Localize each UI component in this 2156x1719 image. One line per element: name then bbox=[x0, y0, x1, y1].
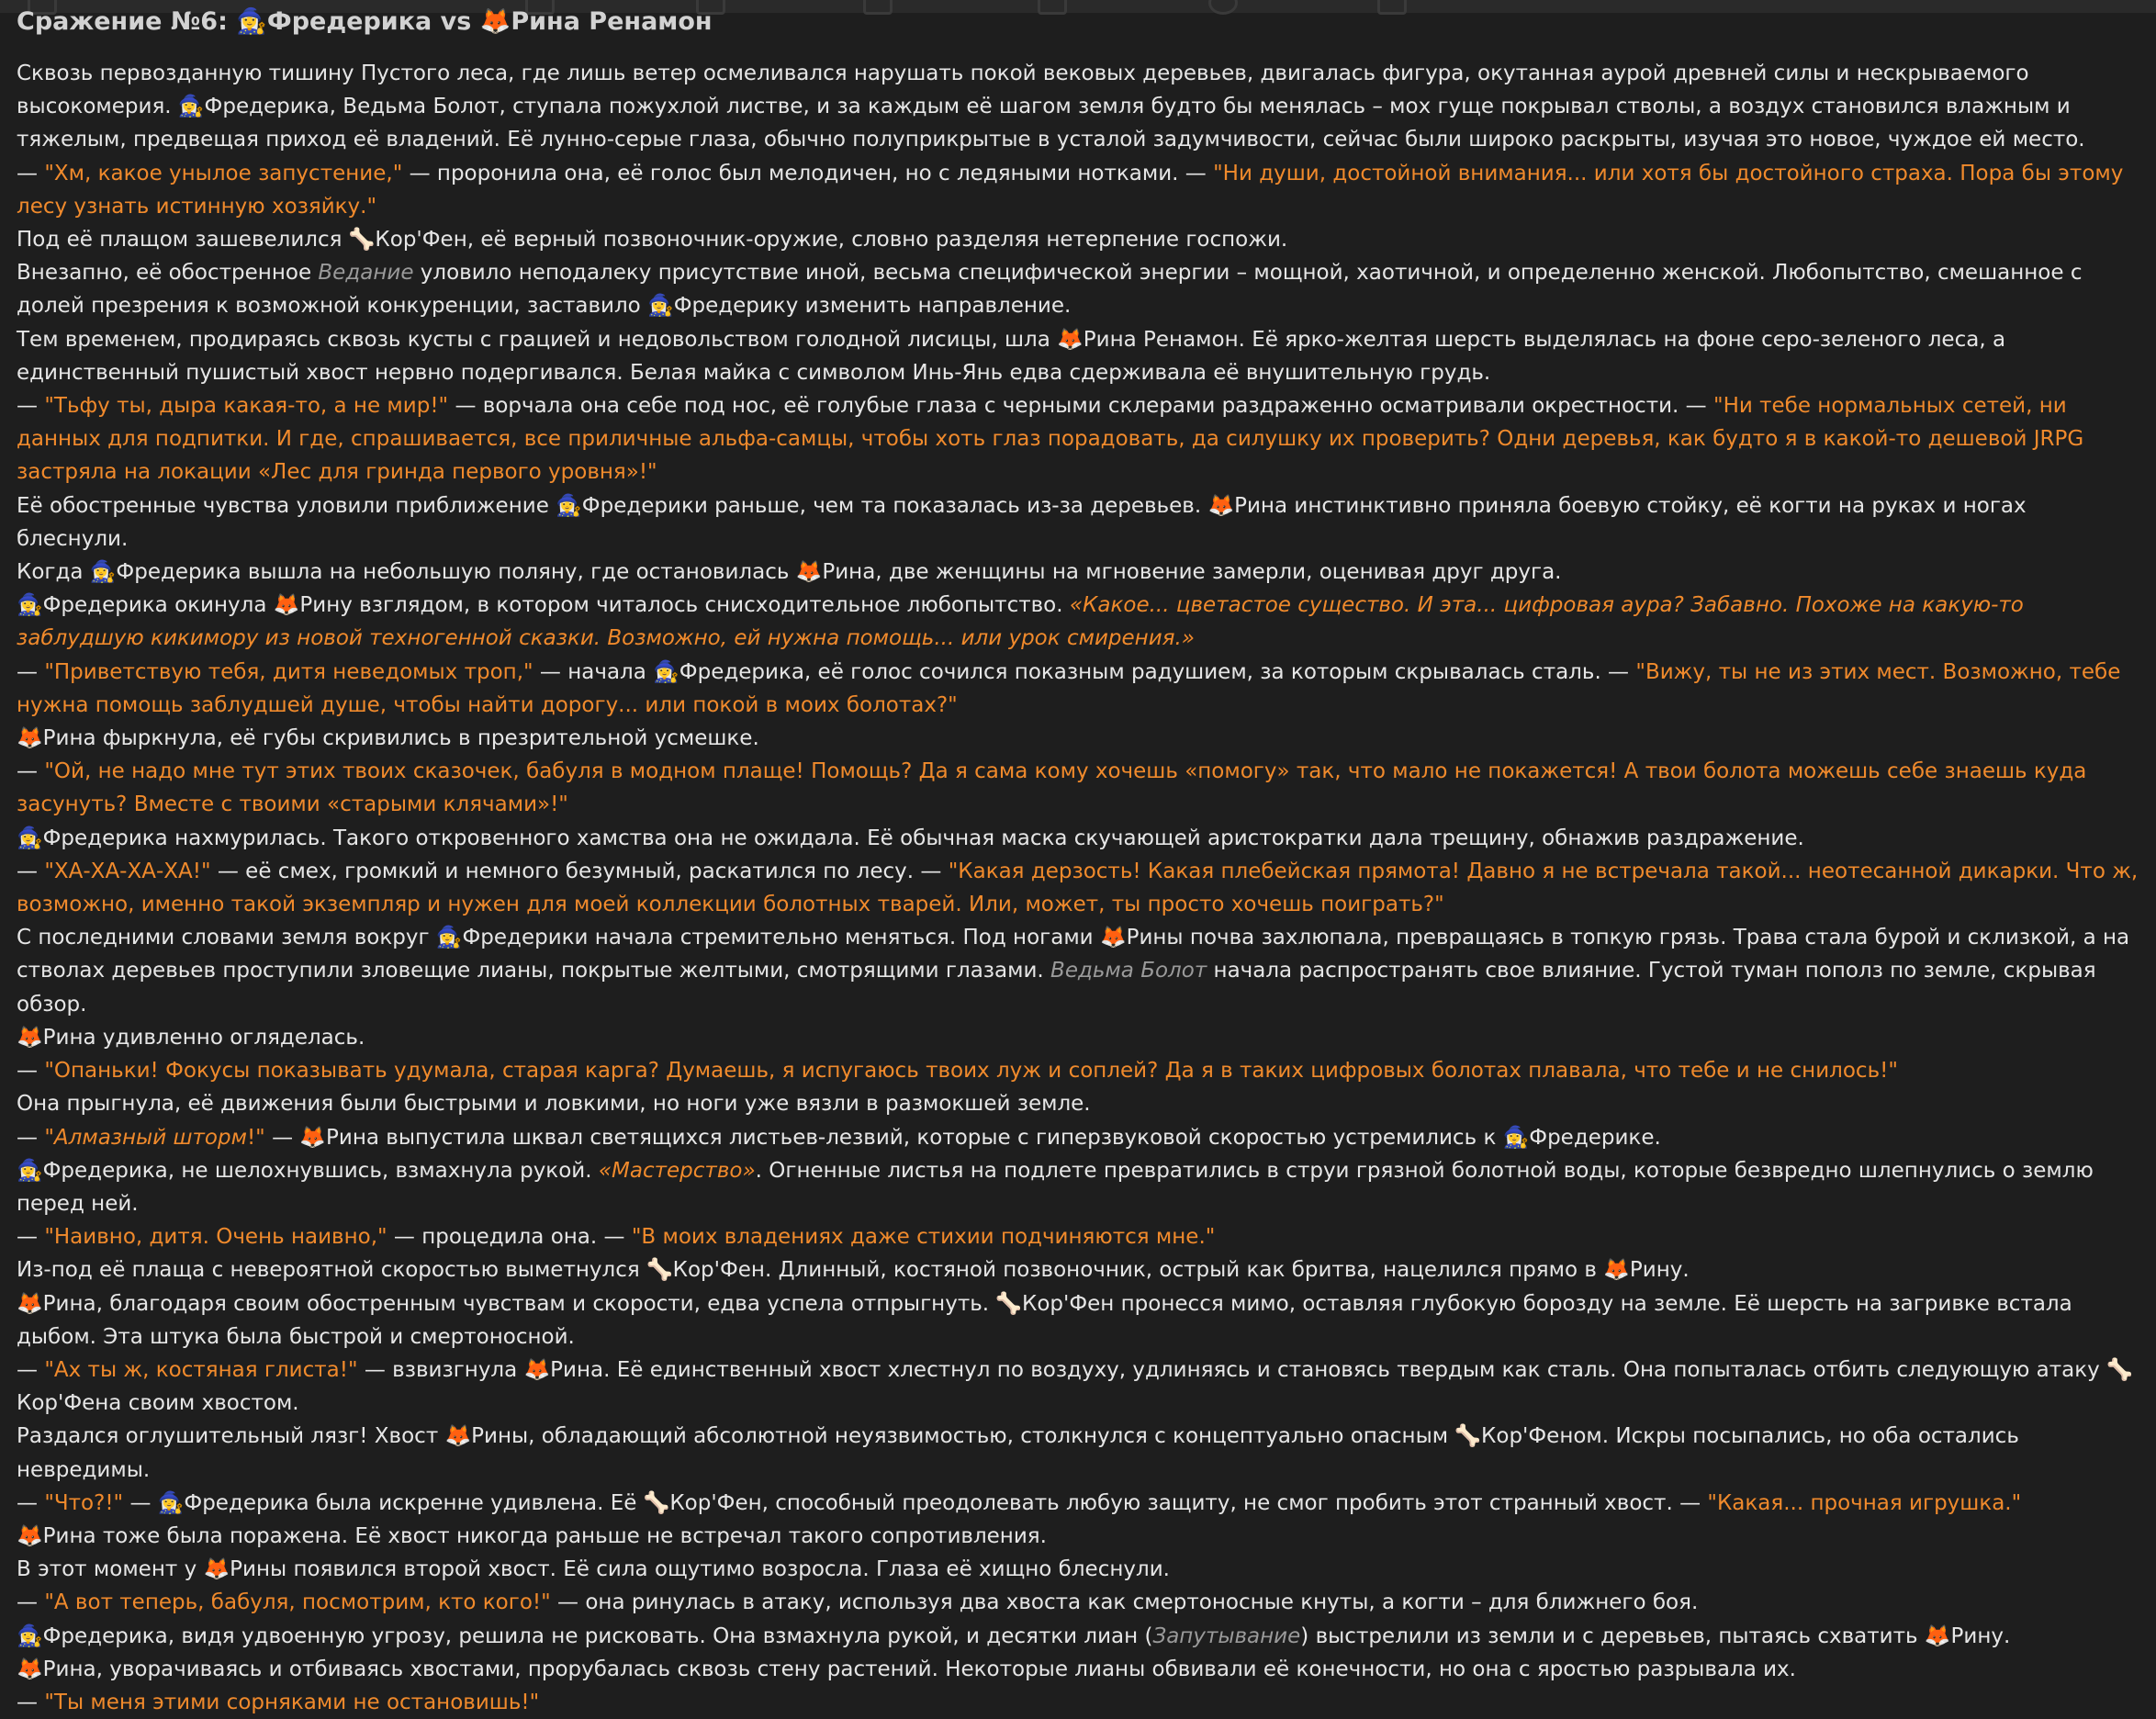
story-text bbox=[17, 57, 2143, 1719]
story-paragraph bbox=[17, 57, 2143, 157]
dialogue-quote: "Вижу, ты не из этих мест. Возможно, тебе нужна помощь заблудшей душе, чтобы найти дорогу... или покой в моих болотах?" bbox=[17, 659, 2121, 717]
narration-text: — ворчала она себе под нос, её голубые глаза с черными склерами раздраженно осматривали окрестности. — bbox=[448, 394, 1713, 419]
ability-name: Ведание bbox=[318, 261, 414, 286]
story-paragraph bbox=[17, 589, 2143, 655]
story-paragraph bbox=[17, 1121, 2143, 1154]
story-paragraph bbox=[17, 1220, 2143, 1253]
story-paragraph bbox=[17, 656, 2143, 722]
narration-text: — bbox=[17, 1225, 45, 1250]
dialogue-quote: !" bbox=[246, 1125, 265, 1150]
narration-text: — взвизгнула 🦊Рина. Её единственный хвост хлестнул по воздуху, удлиняясь и становясь твердым как сталь. Она попыталась отбить следующую атаку 🦴Кор'Фена своим хвостом. bbox=[17, 1357, 2133, 1416]
dialogue-quote: «Какое... цветастое существо. И эта... цифровая аура? Забавно. Похоже на какую-то заблудшую кикимору из новой техногенной сказки. Возможно, ей нужна помощь... или урок смирения.» bbox=[17, 593, 2024, 651]
story-paragraph bbox=[17, 1620, 2143, 1653]
narration-text: — bbox=[17, 859, 45, 883]
dialogue-quote: "Ах ты ж, костяная глиста!" bbox=[44, 1357, 358, 1382]
story-paragraph bbox=[17, 855, 2143, 921]
narration-text: — bbox=[17, 161, 45, 185]
ability-name: Ведьма Болот bbox=[1050, 959, 1207, 983]
narration-text: начала распространять свое влияние. Густой туман пополз по земле, скрывая обзор. bbox=[17, 959, 2096, 1017]
ability-name: Запутывание bbox=[1152, 1624, 1301, 1648]
dialogue-quote: "Ой, не надо мне тут этих твоих сказочек, бабуля в модном плаще! Помощь? Да я сама кому хочешь «помогу» так, что мало не покажется! А твои болота можешь себе знаешь куда засунуть? Вместе с твоими «старыми клячами»!" bbox=[17, 759, 2087, 817]
narration-text: Под её плащом зашевелился 🦴Кор'Фен, её верный позвоночник-оружие, словно разделяя нетерпение госпожи. bbox=[17, 228, 1288, 253]
story-paragraph bbox=[17, 1420, 2143, 1486]
story-paragraph bbox=[17, 556, 2143, 589]
story-paragraph bbox=[17, 1054, 2143, 1087]
narration-text: ) выстрелили из земли и с деревьев, пытаясь схватить 🦊Рину. bbox=[1300, 1624, 2011, 1648]
dialogue-quote: "Наивно, дитя. Очень наивно," bbox=[44, 1225, 387, 1250]
story-paragraph bbox=[17, 921, 2143, 1021]
dialogue-quote: «Мастерство» bbox=[598, 1158, 756, 1183]
narration-text: — bbox=[17, 1590, 45, 1615]
dialogue-quote: "Ни тебе нормальных сетей, ни данных для подпитки. И где, спрашивается, все приличные альфа-самцы, чтобы хоть глаз порадовать, да силушку их проверить? Одни деревья, как будто я в какой-то дешевой JRPG застряла на локации «Лес для гринда первого уровня»!" bbox=[17, 394, 2084, 485]
story-paragraph bbox=[17, 822, 2143, 855]
dialogue-quote: "В моих владениях даже стихии подчиняются мне." bbox=[631, 1225, 1216, 1250]
narration-text: 🦊Рина, уворачиваясь и отбиваясь хвостами, прорубалась сквозь стену растений. Некоторые лианы обвивали её конечности, но она с яростью разрывала их. bbox=[17, 1657, 1796, 1681]
narration-text: Когда 🧙‍♀️Фредерика вышла на небольшую поляну, где остановилась 🦊Рина, две женщины на мгновение замерли, оценивая друг друга. bbox=[17, 560, 1562, 585]
dialogue-quote: "Что?!" bbox=[44, 1490, 124, 1515]
narration-text: — проронила она, её голос был мелодичен, но с ледяными нотками. — bbox=[402, 161, 1214, 185]
narration-text: — она ринулась в атаку, используя два хвоста как смертоносные кнуты, а когти – для ближнего боя. bbox=[550, 1590, 1699, 1615]
dialogue-quote: "ХА-ХА-ХА-ХА!" bbox=[44, 859, 211, 883]
narration-text: 🦊Рина фыркнула, её губы скривились в презрительной усмешке. bbox=[17, 726, 759, 751]
story-paragraph bbox=[17, 1021, 2143, 1054]
story-paragraph bbox=[17, 389, 2143, 489]
dialogue-quote: "Какая дерзость! Какая плебейская прямота! Давно я не встречала такой... неотесанной дикарки. Что ж, возможно, именно такой экземпляр и нужен для моей коллекции болотных тварей. Или, может, ты просто хочешь поиграть?" bbox=[17, 859, 2139, 917]
chat-message bbox=[17, 2, 2143, 1719]
narration-text: . Огненные листья на подлете превратились в струи грязной болотной воды, которые безвредно шлепнулись о землю перед ней. bbox=[17, 1158, 2094, 1216]
dialogue-quote: "Какая... прочная игрушка." bbox=[1707, 1490, 2022, 1515]
narration-text: — bbox=[17, 394, 45, 419]
narration-text: 🧙‍♀️Фредерика, видя удвоенную угрозу, решила не рисковать. Она взмахнула рукой, и десятки лиан ( bbox=[17, 1624, 1153, 1648]
narration-text: Её обостренные чувства уловили приближение 🧙‍♀️Фредерики раньше, чем та показалась из-за деревьев. 🦊Рина инстинктивно приняла боевую стойку, её когти на руках и ногах блеснули. bbox=[17, 493, 2027, 551]
story-paragraph bbox=[17, 323, 2143, 389]
story-paragraph bbox=[17, 223, 2143, 256]
dialogue-quote: "Ты меня этими сорняками не остановишь!" bbox=[44, 1690, 540, 1714]
narration-text: — bbox=[17, 1059, 45, 1084]
narration-text: 🧙‍♀️Фредерика окинула 🦊Рину взглядом, в котором читалось снисходительное любопытство. bbox=[17, 593, 1070, 618]
story-paragraph bbox=[17, 1653, 2143, 1686]
narration-text: 🧙‍♀️Фредерика нахмурилась. Такого откровенного хамства она не ожидала. Её обычная маска скучающей аристократки дала трещину, обнажив раздражение. bbox=[17, 826, 1804, 850]
narration-text: 🧙‍♀️Фредерика, не шелохнувшись, взмахнула рукой. bbox=[17, 1158, 599, 1183]
narration-text: — 🦊Рина выпустила шквал светящихся листьев-лезвий, которые с гиперзвуковой скоростью устремились к 🧙‍♀️Фредерике. bbox=[264, 1125, 1661, 1150]
narration-text: 🦊Рина тоже была поражена. Её хвост никогда раньше не встречал такого сопротивления. bbox=[17, 1523, 1047, 1548]
narration-text: Она прыгнула, её движения были быстрыми и ловкими, но ноги уже вязли в размокшей земле. bbox=[17, 1092, 1091, 1117]
narration-text: — bbox=[17, 1690, 45, 1714]
dialogue-quote: "Тьфу ты, дыра какая-то, а не мир!" bbox=[44, 394, 449, 419]
story-paragraph bbox=[17, 755, 2143, 821]
narration-text: Сквозь первозданную тишину Пустого леса, где лишь ветер осмеливался нарушать покой вековых деревьев, двигалась фигура, окутанная аурой древней силы и нескрываемого высокомерия. 🧙‍♀️Фредерика, Ведьма Болот, ступала пожухлой листве, и за каждым её шагом земля будто бы менялась – мох гуще покрывал стволы, а воздух становился влажным и тяжелым, предвещая приход её владений. Её лунно-серые глаза, обычно полуприкрытые в усталой задумчивости, сейчас были широко раскрыты, изучая это новое, чуждое ей место. bbox=[17, 62, 2085, 152]
narration-text: — bbox=[17, 1490, 45, 1515]
narration-text: — bbox=[17, 1357, 45, 1382]
story-paragraph bbox=[17, 1553, 2143, 1586]
battle-title: Сражение №6: 🧙‍♀️Фредерика vs 🦊Рина Ренамон bbox=[17, 7, 713, 36]
story-paragraph bbox=[17, 489, 2143, 556]
story-paragraph bbox=[17, 1487, 2143, 1520]
narration-text: Тем временем, продираясь сквозь кусты с грацией и недовольством голодной лисицы, шла 🦊Рина Ренамон. Её ярко-желтая шерсть выделялась на фоне серо-зеленого леса, а единственный пушистый хвост нервно подергивался. Белая майка с символом Инь-Янь едва сдерживала её внушительную грудь. bbox=[17, 327, 2006, 385]
story-paragraph bbox=[17, 1287, 2143, 1354]
narration-text: В этот момент у 🦊Рины появился второй хвост. Её сила ощутимо возросла. Глаза её хищно блеснули. bbox=[17, 1557, 1170, 1582]
narration-text: уловило неподалеку присутствие иной, весьма специфической энергии – мощной, хаотичной, и определенно женской. Любопытство, смешанное с долей презрения к возможной конкуренции, заставило 🧙‍♀️Фредерику изменить направление. bbox=[17, 261, 2083, 319]
dialogue-quote: "Хм, какое унылое запустение," bbox=[44, 161, 403, 185]
story-paragraph bbox=[17, 1154, 2143, 1220]
narration-text: — bbox=[17, 1125, 45, 1150]
dialogue-quote: "Приветствую тебя, дитя неведомых троп," bbox=[44, 659, 533, 684]
narration-text: Раздался оглушительный лязг! Хвост 🦊Рины, обладающий абсолютной неуязвимостью, столкнулся с концептуально опасным 🦴Кор'Феном. Искры посыпались, но оба остались невредимы. bbox=[17, 1424, 2019, 1482]
dialogue-quote: "Ни души, достойной внимания... или хотя бы достойного страха. Пора бы этому лесу узнать истинную хозяйку." bbox=[17, 161, 2124, 219]
dialogue-quote: " bbox=[44, 1125, 54, 1150]
story-paragraph bbox=[17, 1354, 2143, 1420]
story-paragraph bbox=[17, 1686, 2143, 1719]
story-paragraph bbox=[17, 1520, 2143, 1553]
dialogue-quote: "Опаньки! Фокусы показывать удумала, старая карга? Думаешь, я испугаюсь твоих луж и соплей? Да я в таких цифровых болотах плавала, что тебе и не снилось!" bbox=[44, 1059, 1898, 1084]
story-paragraph bbox=[17, 1253, 2143, 1286]
story-paragraph bbox=[17, 157, 2143, 223]
dialogue-quote: "А вот теперь, бабуля, посмотрим, кто кого!" bbox=[44, 1590, 551, 1615]
story-paragraph bbox=[17, 722, 2143, 755]
narration-text: 🦊Рина удивленно огляделась. bbox=[17, 1025, 365, 1050]
narration-text: Внезапно, её обостренное bbox=[17, 261, 319, 286]
narration-text: — 🧙‍♀️Фредерика была искренне удивлена. Её 🦴Кор'Фен, способный преодолевать любую защиту, не смог пробить этот странный хвост. — bbox=[123, 1490, 1708, 1515]
narration-text: 🦊Рина, благодаря своим обостренным чувствам и скорости, едва успела отпрыгнуть. 🦴Кор'Фен пронесся мимо, оставляя глубокую борозду на земле. Её шерсть на загривке встала дыбом. Эта штука была быстрой и смертоносной. bbox=[17, 1291, 2072, 1349]
narration-text: С последними словами земля вокруг 🧙‍♀️Фредерики начала стремительно меняться. Под ногами 🦊Рины почва захлюпала, превращаясь в топкую грязь. Трава стала бурой и склизкой, а на стволах деревьев проступили зловещие лианы, покрытые желтыми, смотрящими глазами. bbox=[17, 926, 2130, 983]
story-paragraph bbox=[17, 1586, 2143, 1619]
narration-text: — bbox=[17, 659, 45, 684]
narration-text: — начала 🧙‍♀️Фредерика, её голос сочился показным радушием, за которым скрывалась сталь. — bbox=[533, 659, 1636, 684]
narration-text: — bbox=[17, 759, 45, 784]
narration-text: — процедила она. — bbox=[387, 1225, 632, 1250]
narration-text: Из-под её плаща с невероятной скоростью выметнулся 🦴Кор'Фен. Длинный, костяной позвоночник, острый как бритва, нацелился прямо в 🦊Рину. bbox=[17, 1258, 1690, 1283]
story-paragraph bbox=[17, 256, 2143, 322]
dialogue-quote: Алмазный шторм bbox=[53, 1125, 247, 1150]
story-paragraph bbox=[17, 1087, 2143, 1120]
narration-text: — её смех, громкий и немного безумный, раскатился по лесу. — bbox=[210, 859, 949, 883]
